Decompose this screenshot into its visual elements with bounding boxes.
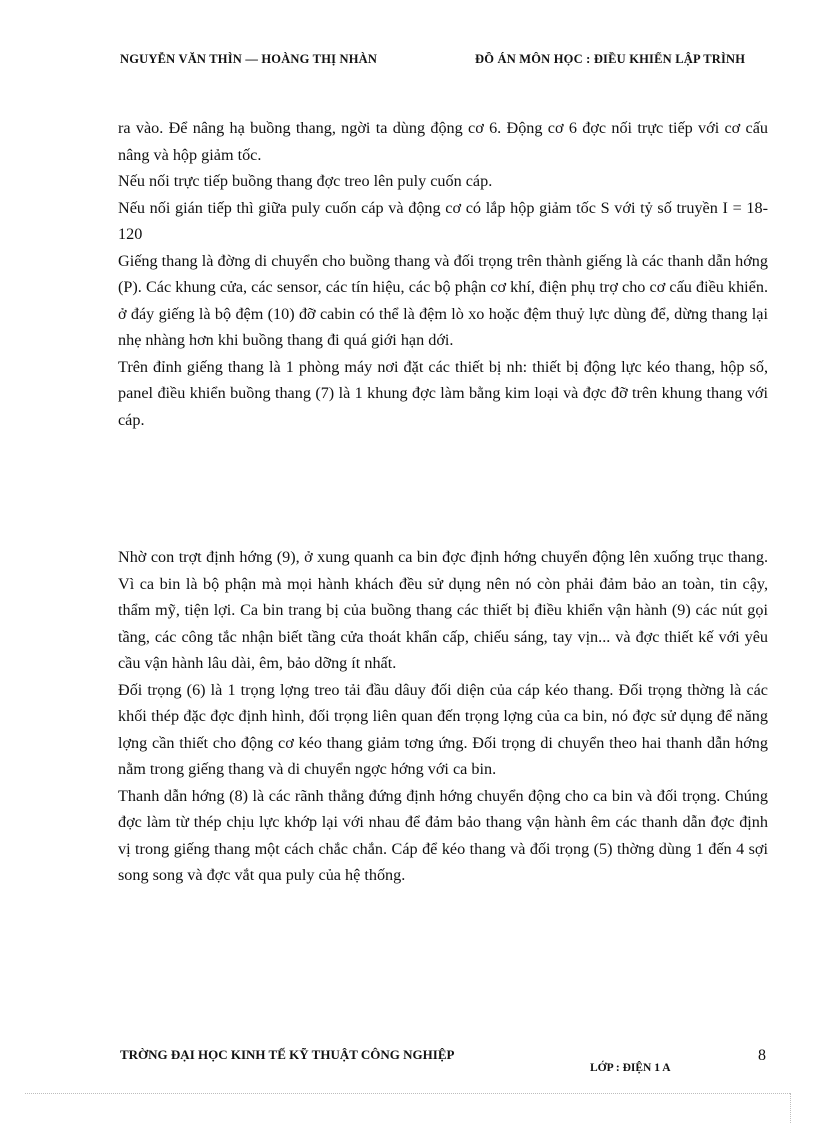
paragraph: Giếng thang là đờng di chuyển cho buồng thang và đối trọng trên thành giếng là các thanh dẫn hớng (P). Các khung cửa, các sensor, các tín hiệu, các bộ phận cơ khí, điện phụ trợ cho cơ cấu điều khiển. ở đáy giếng là bộ đệm (10) đỡ cabin có thể là đệm lò xo hoặc đệm thuỷ lực dùng để, dừng thang lại nhẹ nhàng hơn khi buồng thang đi quá giới hạn dới. bbox=[118, 251, 768, 349]
paragraph: ra vào. Để nâng hạ buồng thang, ngời ta dùng động cơ 6. Động cơ 6 đợc nối trực tiếp với cơ cấu nâng và hộp giảm tốc. bbox=[118, 119, 768, 164]
section-elevator-shaft bbox=[118, 115, 768, 433]
footer-school: TRỜNG ĐẠI HỌC KINH TẾ KỸ THUẬT CÔNG NGHIỆP bbox=[120, 1047, 455, 1062]
paragraph: Nếu nối gián tiếp thì giữa puly cuốn cáp và động cơ có lắp hộp giảm tốc S với tỷ số truyền I = 18-120 bbox=[118, 198, 768, 243]
paragraph: Thanh dẫn hớng (8) là các rãnh thẳng đứng định hớng chuyển động cho ca bin và đối trọng. Chúng đợc làm từ thép chịu lực khớp lại với nhau để đảm bảo thang vận hành êm các thanh dẫn đợc định vị trong giếng thang một cách chắc chắn. Cáp để kéo thang và đối trọng (5) thờng dùng 1 đến 4 sợi song song và đợc vắt qua puly của hệ thống. bbox=[118, 786, 768, 884]
paragraph: Đối trọng (6) là 1 trọng lợng treo tải đầu dâuy đối diện của cáp kéo thang. Đối trọng thờng là các khối thép đặc đợc định hình, đối trọng liên quan đến trọng lợng của ca bin, nó đợc sử dụng để năng lợng cần thiết cho động cơ kéo thang giảm tơng ứng. Đối trọng di chuyển theo hai thanh dẫn hớng nằm trong giếng thang và di chuyển ngợc hớng với ca bin. bbox=[118, 680, 768, 778]
page-header bbox=[120, 52, 766, 66]
header-course-title: ĐỒ ÁN MÔN HỌC : ĐIỀU KHIỂN LẬP TRÌNH bbox=[475, 52, 746, 66]
page-number: 8 bbox=[758, 1047, 766, 1064]
footer-class: LỚP : ĐIỆN 1 A bbox=[590, 1062, 671, 1074]
paragraph: Nếu nối trực tiếp buồng thang đợc treo lên puly cuốn cáp. bbox=[118, 172, 493, 190]
section-cabin-counterweight bbox=[118, 544, 768, 889]
header-authors: NGUYỄN VĂN THÌN — HOÀNG THỊ NHÀN bbox=[120, 52, 378, 66]
page-footer bbox=[120, 1047, 766, 1077]
paragraph: Trên đỉnh giếng thang là 1 phòng máy nơi đặt các thiết bị nh: thiết bị động lực kéo thang, hộp số, panel điều khiển buồng thang (7) là 1 khung đợc làm bằng kim loại và đợc đỡ trên khung thang với cáp. bbox=[118, 357, 768, 429]
page-boundary-line bbox=[25, 1093, 790, 1094]
page-boundary-corner bbox=[790, 1093, 791, 1123]
paragraph: Nhờ con trợt định hớng (9), ở xung quanh ca bin đợc định hớng chuyển động lên xuống trục thang. Vì ca bin là bộ phận mà mọi hành khách đều sử dụng nên nó còn phải đảm bảo an toàn, tin cậy, thẩm mỹ, tiện lợi. Ca bin trang bị của buồng thang các thiết bị điều khiển vận hành (9) các nút gọi tầng, các công tắc nhận biết tầng cửa thoát khẩn cấp, chiếu sáng, tay vịn... và đợc thiết kế với yêu cầu vận hành lâu dài, êm, bảo dỡng ít nhất. bbox=[118, 548, 768, 672]
